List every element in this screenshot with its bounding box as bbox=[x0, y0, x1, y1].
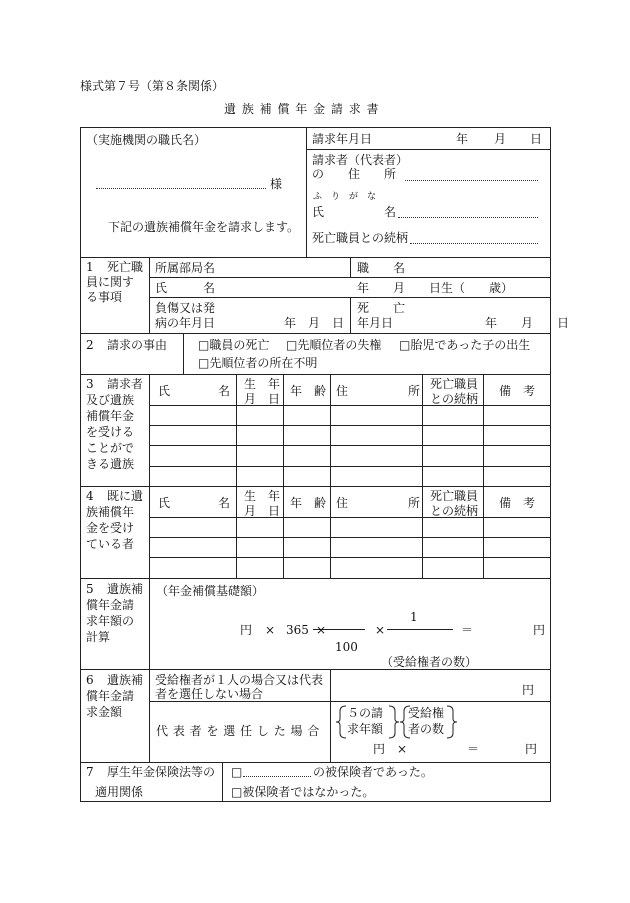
single-label-1: 受給権者が１人の場合又は代表 bbox=[155, 673, 324, 687]
relation-field[interactable] bbox=[410, 243, 538, 244]
col-remarks: 備 考 bbox=[499, 496, 536, 510]
s1-num: 1 bbox=[86, 260, 94, 274]
s6-label-1: 遺族補 bbox=[107, 673, 144, 687]
deceased-name-label: 氏 名 bbox=[155, 281, 216, 295]
agency-name-field[interactable] bbox=[96, 188, 266, 189]
fraction-denominator: 100 bbox=[335, 640, 358, 654]
death-ymd: 年 月 日 bbox=[485, 316, 570, 330]
s4-label-2: 族補償年 bbox=[86, 505, 135, 519]
request-text: 下記の遺族補償年金を請求します。 bbox=[108, 220, 300, 234]
s6-num: 6 bbox=[86, 673, 94, 687]
dept-label: 所属部局名 bbox=[155, 261, 216, 275]
s7-label-2: 適用関係 bbox=[95, 785, 144, 799]
s7-num: 7 bbox=[86, 765, 94, 779]
request-day: 日 bbox=[530, 132, 543, 146]
col-relation-1: 死亡職員 bbox=[430, 489, 479, 503]
furigana-label: ふ り が な bbox=[313, 192, 377, 202]
insured-checkbox[interactable]: □ bbox=[231, 765, 243, 779]
calc-times-2: × bbox=[316, 623, 327, 637]
agency-label: （実施機関の職氏名） bbox=[86, 133, 207, 147]
request-month: 月 bbox=[494, 132, 507, 146]
s2-num: 2 bbox=[86, 338, 94, 352]
single-label-2: 者を選任しない場合 bbox=[155, 687, 264, 701]
s3-label-4: を受ける bbox=[86, 425, 135, 439]
s5-label-2: 償年金請 bbox=[86, 598, 135, 612]
s4-label-3: 金を受け bbox=[86, 521, 135, 535]
col-remarks: 備 考 bbox=[499, 384, 536, 398]
s3-label-6: きる遺族 bbox=[86, 457, 135, 471]
col-age: 年 齢 bbox=[290, 496, 327, 510]
request-year: 年 bbox=[456, 132, 469, 146]
calc-times-1: × bbox=[265, 623, 276, 637]
col-address: 住 所 bbox=[336, 384, 421, 398]
col-relation-2: との続柄 bbox=[430, 504, 479, 518]
col-birth-1: 生 年 bbox=[244, 377, 281, 391]
claimant-label: 請求者（代表者） bbox=[312, 153, 409, 167]
p1-label-2: 求年額 bbox=[347, 722, 384, 736]
birth-label: 年 月 日生（ 歳） bbox=[357, 281, 514, 295]
claimant-name-field[interactable] bbox=[398, 217, 538, 218]
job-label: 職 名 bbox=[357, 261, 406, 275]
reason-employee-death[interactable]: □職員の死亡 bbox=[198, 338, 270, 352]
col-address: 住 所 bbox=[336, 496, 421, 510]
relation-label: 死亡職員との続柄 bbox=[312, 231, 409, 245]
col-relation-2: との続柄 bbox=[430, 392, 479, 406]
s5-num: 5 bbox=[86, 582, 94, 596]
s3-num: 3 bbox=[86, 377, 94, 391]
col-birth-1: 生 年 bbox=[244, 489, 281, 503]
s5-label-1: 遺族補 bbox=[107, 582, 144, 596]
reason-prior-missing[interactable]: □先順位者の所在不明 bbox=[198, 356, 318, 370]
s1-label-1: 死亡職 bbox=[107, 260, 144, 274]
rep-calc: 円 × ＝ bbox=[373, 742, 480, 756]
base-label: （年金補償基礎額） bbox=[156, 584, 265, 598]
calc-times-3: × bbox=[375, 623, 386, 637]
p2-label-2: 者の数 bbox=[408, 722, 445, 736]
rep-yen: 円 bbox=[525, 742, 538, 756]
col-name: 氏 名 bbox=[158, 384, 231, 398]
s2-label: 請求の事由 bbox=[107, 338, 168, 352]
s4-label-1: 既に遺 bbox=[107, 489, 144, 503]
injury-ymd: 年 月 日 bbox=[284, 316, 345, 330]
col-birth-2: 月 日 bbox=[244, 504, 281, 518]
calc-days: 365 bbox=[286, 623, 309, 637]
calc-result-yen: 円 bbox=[533, 623, 546, 637]
insured-system-field[interactable] bbox=[243, 776, 311, 777]
s6-label-2: 償年金請 bbox=[86, 689, 135, 703]
insured-label: の被保険者であった。 bbox=[313, 765, 433, 779]
fraction-numerator: 1 bbox=[410, 610, 418, 624]
s3-label-2: 及び遺族 bbox=[86, 393, 135, 407]
s3-label-3: 補償年金 bbox=[86, 409, 135, 423]
col-name: 氏 名 bbox=[158, 496, 231, 510]
honorific: 様 bbox=[270, 177, 283, 191]
injury-label-1: 負傷又は発 bbox=[155, 301, 216, 315]
p2-label-1: 受給権 bbox=[408, 706, 445, 720]
death-label-2: 年月日 bbox=[357, 316, 394, 330]
reason-prior-forfeit[interactable]: □先順位者の失権 bbox=[286, 338, 382, 352]
claimant-name-label: 氏 名 bbox=[312, 205, 397, 219]
reason-fetus-birth[interactable]: □胎児であった子の出生 bbox=[399, 338, 531, 352]
address-field[interactable] bbox=[405, 180, 538, 181]
s3-label-1: 請求者 bbox=[107, 377, 144, 391]
form-number: 様式第７号（第８条関係） bbox=[80, 79, 225, 93]
s7-label-1: 厚生年金保険法等の bbox=[107, 765, 216, 779]
calc-yen: 円 bbox=[240, 623, 253, 637]
death-label-1: 死 亡 bbox=[357, 301, 406, 315]
s4-label-4: ている者 bbox=[86, 537, 135, 551]
s5-label-4: 計算 bbox=[86, 630, 111, 644]
calc-equals: ＝ bbox=[461, 623, 474, 637]
s5-label-3: 求年額の bbox=[86, 614, 135, 628]
s3-label-5: ことがで bbox=[86, 441, 135, 455]
count-label: （受給権者の数） bbox=[381, 655, 478, 669]
s4-num: 4 bbox=[86, 489, 94, 503]
address-label: の 住 所 bbox=[312, 167, 397, 181]
p1-label-1: ５の請 bbox=[347, 706, 384, 720]
form-title: 遺 族 補 償 年 金 請 求 書 bbox=[224, 102, 380, 116]
col-relation-1: 死亡職員 bbox=[430, 377, 479, 391]
s1-label-2: 員に関す bbox=[86, 275, 135, 289]
single-yen: 円 bbox=[522, 683, 535, 697]
col-birth-2: 月 日 bbox=[244, 392, 281, 406]
col-age: 年 齢 bbox=[290, 384, 327, 398]
s6-label-3: 求金額 bbox=[86, 705, 123, 719]
injury-label-2: 病の年月日 bbox=[155, 316, 216, 330]
s1-label-3: る事項 bbox=[86, 290, 123, 304]
rep-label: 代 表 者 を 選 任 し た 場 合 bbox=[156, 724, 320, 738]
request-date-label: 請求年月日 bbox=[312, 132, 373, 146]
not-insured-option[interactable]: □被保険者ではなかった。 bbox=[231, 785, 375, 799]
